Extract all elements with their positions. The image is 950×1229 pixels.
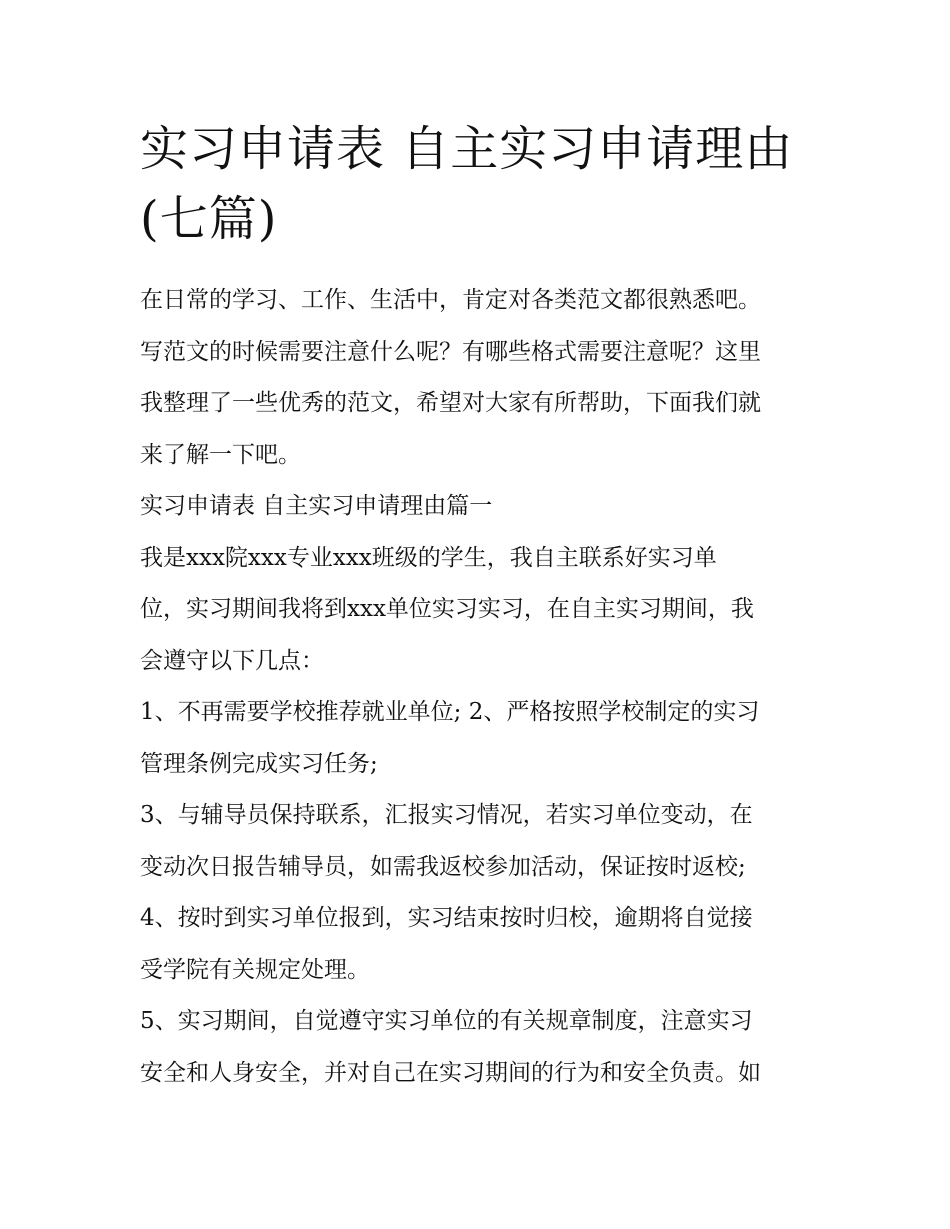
intro-line-2: 写范文的时候需要注意什么呢？有哪些格式需要注意呢？这里 (140, 338, 761, 365)
intro-line-1: 在日常的学习、工作、生活中，肯定对各类范文都很熟悉吧。 (140, 287, 761, 313)
list-item-4-line-2: 受学院有关规定处理。 (140, 956, 370, 983)
list-item-1-2-line-1: 1、不再需要学校推荐就业单位; 2、严格按照学校制定的实习 (140, 699, 760, 725)
list-item-1-2-line-2: 管理条例完成实习任务; (140, 750, 378, 777)
document-body (140, 280, 830, 1104)
intro-line-3: 我整理了一些优秀的范文，希望对大家有所帮助，下面我们就 (140, 390, 761, 416)
list-item-3-line-2: 变动次日报告辅导员，如需我返校参加活动，保证按时返校; (140, 853, 746, 880)
list-item-3-line-1: 3、与辅导员保持联系，汇报实习情况，若实习单位变动，在 (140, 802, 753, 828)
title-line-2: (七篇) (140, 191, 278, 247)
paragraph-line-1: 我是xxx院xxx专业xxx班级的学生，我自主联系好实习单 (140, 544, 717, 571)
title-line-1: 实习申请表 自主实习申请理由 (140, 121, 794, 177)
document-title (140, 114, 840, 254)
paragraph-line-2: 位，实习期间我将到xxx单位实习实习，在自主实习期间，我 (140, 596, 754, 622)
intro-line-4: 来了解一下吧。 (140, 441, 301, 468)
list-item-4-line-1: 4、按时到实习单位报到，实习结束按时归校，逾期将自觉接 (140, 905, 753, 931)
list-item-5-line-2: 安全和人身安全，并对自己在实习期间的行为和安全负责。如 (140, 1059, 761, 1086)
section-heading: 实习申请表 自主实习申请理由篇一 (140, 493, 493, 519)
list-item-5-line-1: 5、实习期间，自觉遵守实习单位的有关规章制度，注意实习 (140, 1008, 753, 1034)
paragraph-line-3: 会遵守以下几点： (140, 647, 324, 674)
